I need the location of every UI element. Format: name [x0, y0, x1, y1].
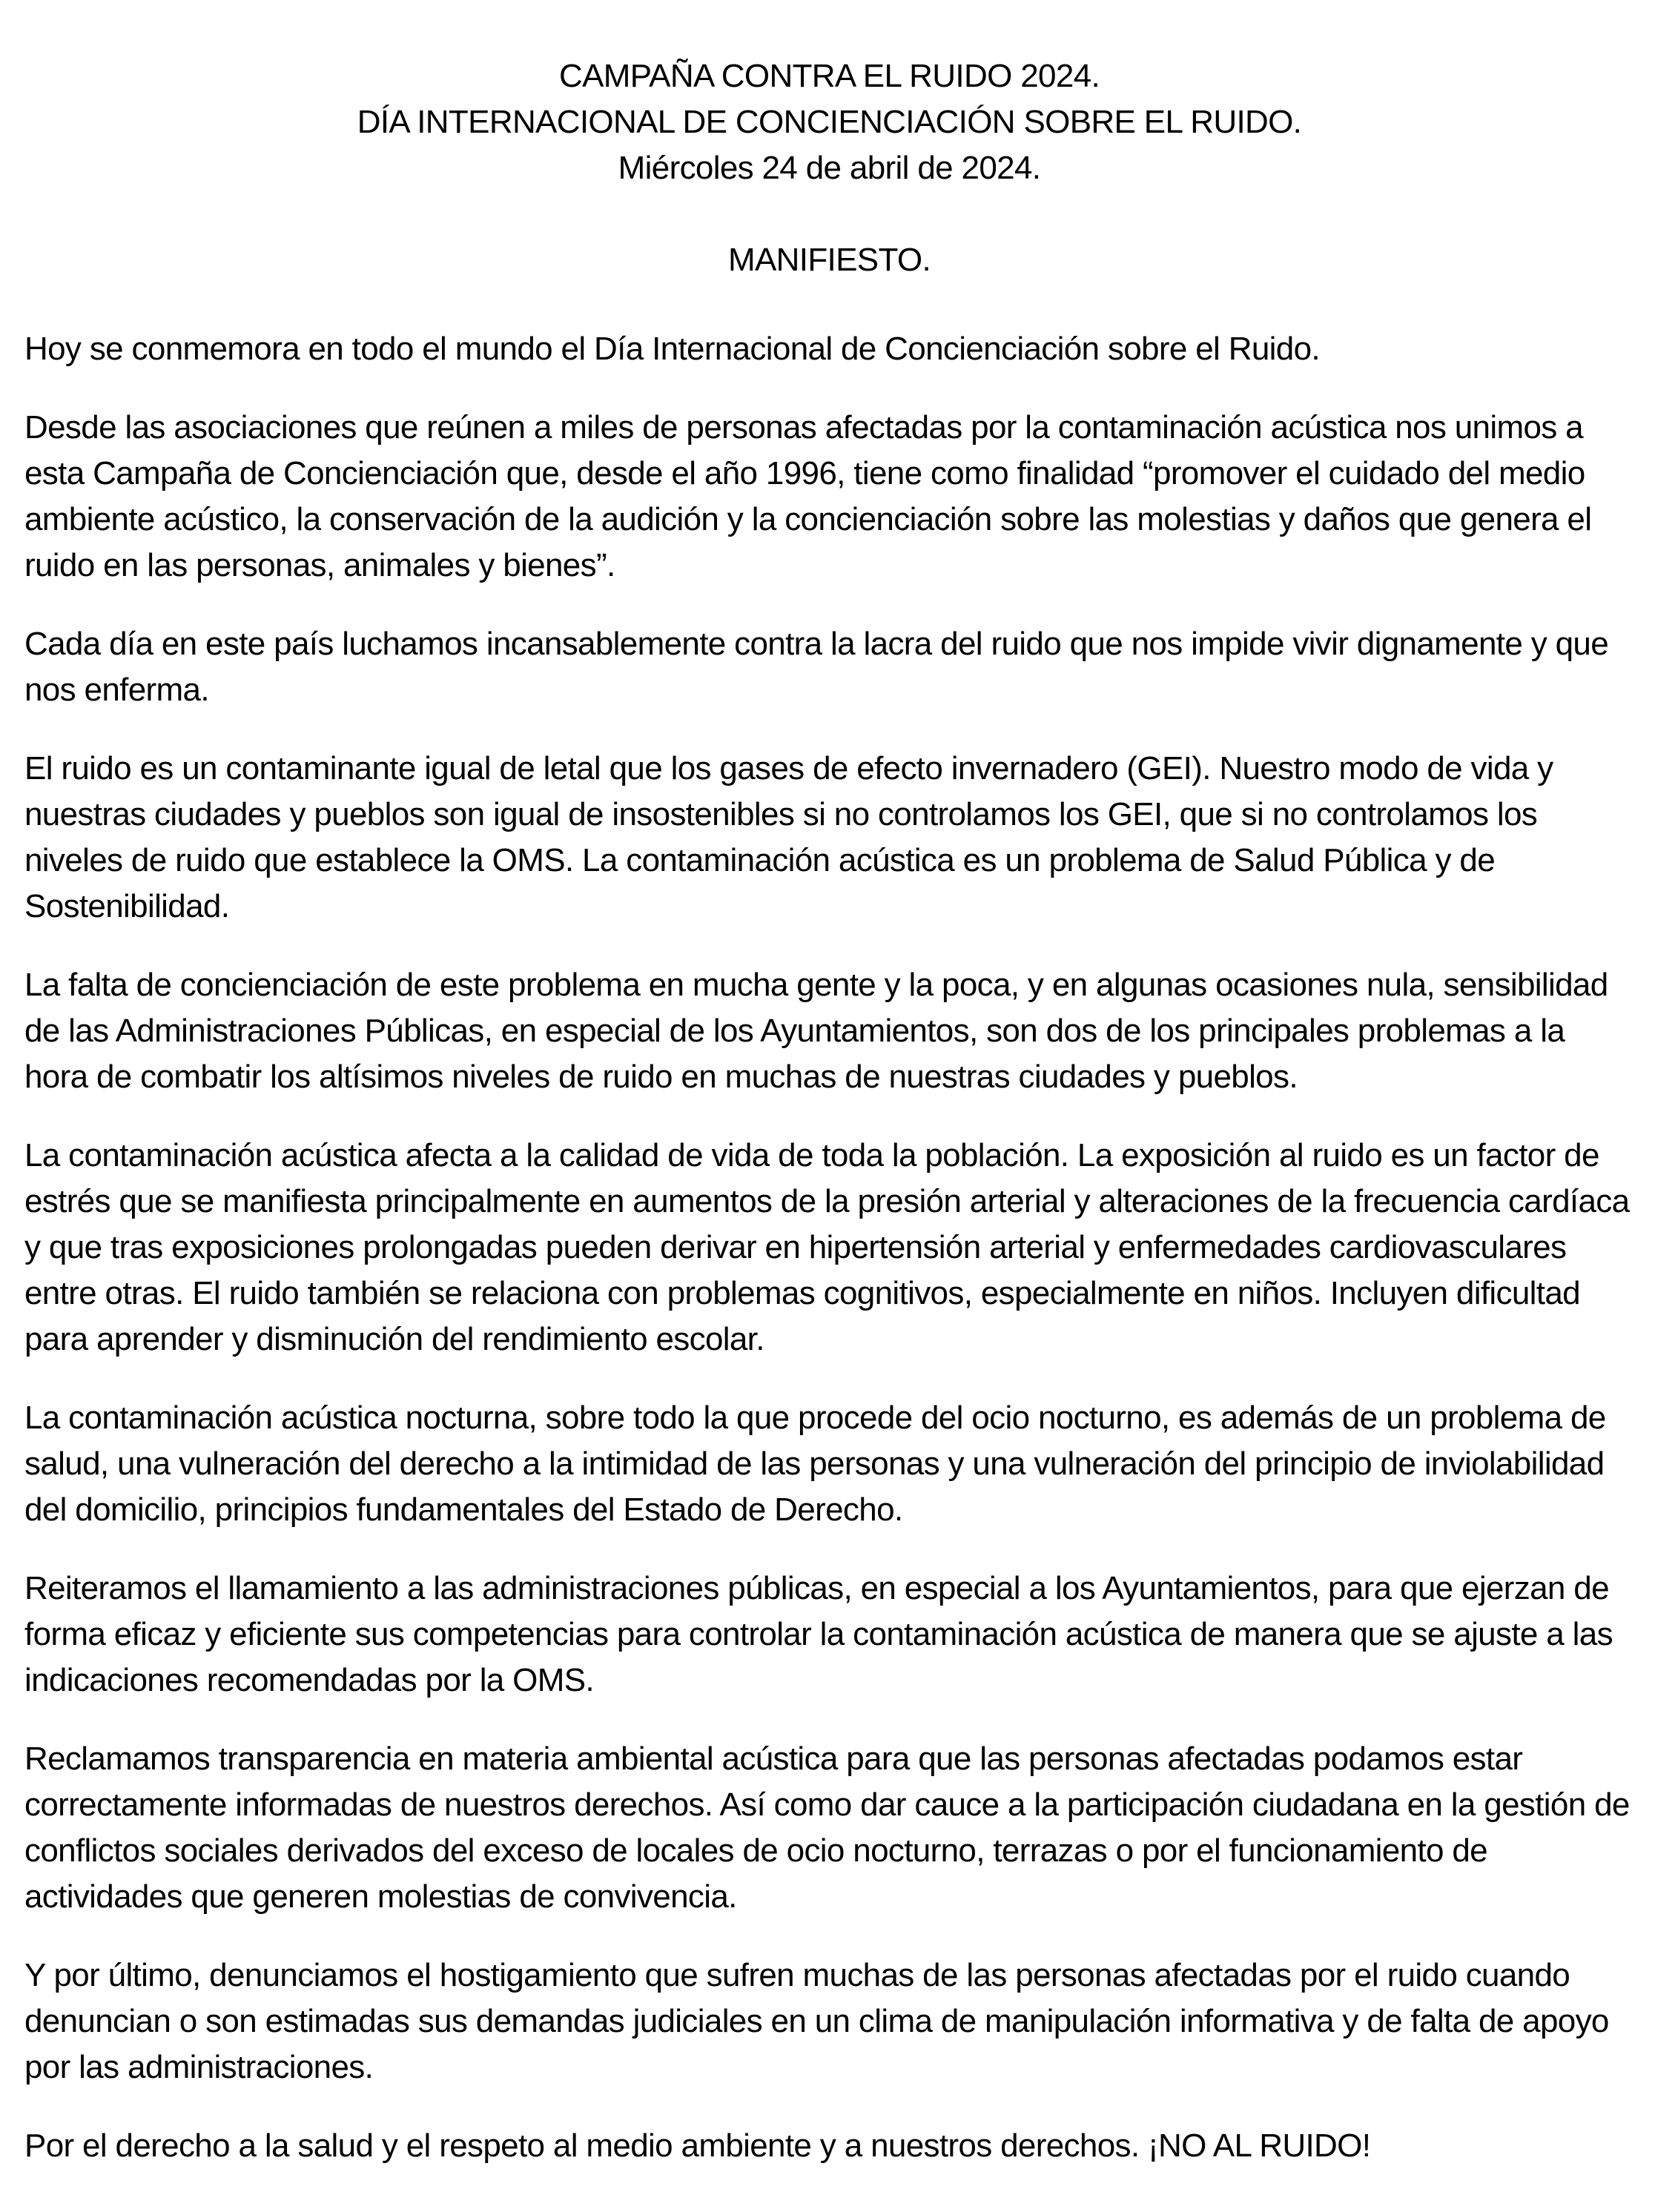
paragraph-closing-slogan: Por el derecho a la salud y el respeto al medio ambiente y a nuestros derechos. ¡NO AL RUIDO!: [24, 2127, 1371, 2164]
title-line-international-day: DÍA INTERNACIONAL DE CONCIENCIACIÓN SOBRE EL RUIDO.: [357, 104, 1302, 140]
manifesto-heading: MANIFIESTO.: [727, 242, 931, 278]
paragraph-health-effects: La contaminación acústica afecta a la calidad de vida de toda la población. La exposición al ruido es un factor de estrés que se manifiesta principalmente en aumentos de la presión arterial y alteraciones de la frecuencia cardíaca y que tras exposiciones prolongadas pueden derivar en hipertensión arterial y enfermedades cardiovasculares entre otras. El ruido también se relaciona con problemas cognitivos, especialmente en niños. Incluyen dificultad para aprender y disminución del rendimiento escolar.: [24, 1137, 1630, 1357]
document-header: [24, 53, 1634, 191]
paragraph-pollutant-gei: El ruido es un contaminante igual de letal que los gases de efecto invernadero (GEI). Nuestro modo de vida y nuestras ciudades y pueblos son igual de insostenibles si no controlamos los GEI, que si no controlamos los niveles de ruido que establece la OMS. La contaminación acústica es un problema de Salud Pública y de Sostenibilidad.: [24, 750, 1553, 924]
paragraph-transparency: Reclamamos transparencia en materia ambiental acústica para que las personas afectadas podamos estar correctamente informadas de nuestros derechos. Así como dar cauce a la participación ciudadana en la gestión de conflictos sociales derivados del exceso de locales de ocio nocturno, terrazas o por el funcionamiento de actividades que generen molestias de convivencia.: [24, 1741, 1630, 1915]
paragraph-call-to-administrations: Reiteramos el llamamiento a las administraciones públicas, en especial a los Ayuntamientos, para que ejerzan de forma eficaz y eficiente sus competencias para controlar la contaminación acústica de manera que se ajuste a las indicaciones recomendadas por la OMS.: [24, 1570, 1613, 1698]
paragraph-harassment: Y por último, denunciamos el hostigamiento que sufren muchas de las personas afectadas por el ruido cuando denuncian o son estimadas sus demandas judiciales en un clima de manipulación informativa y de falta de apoyo por las administraciones.: [24, 1957, 1609, 2085]
paragraph-night-noise: La contaminación acústica nocturna, sobre todo la que procede del ocio nocturno, es además de un problema de salud, una vulneración del derecho a la intimidad de las personas y una vulneración del principio de inviolabilidad del domicilio, principios fundamentales del Estado de Derecho.: [24, 1400, 1606, 1528]
manifesto-body: [24, 326, 1634, 2169]
title-line-campaign: CAMPAÑA CONTRA EL RUIDO 2024.: [558, 58, 1100, 94]
paragraph-daily-fight: Cada día en este país luchamos incansablemente contra la lacra del ruido que nos impide vivir dignamente y que nos enferma.: [24, 626, 1609, 708]
paragraph-associations: Desde las asociaciones que reúnen a miles de personas afectadas por la contaminación acústica nos unimos a esta Campaña de Concienciación que, desde el año 1996, tiene como finalidad “promover el cuidado del medio ambiente acústico, la conservación de la audición y la concienciación sobre las molestias y daños que genera el ruido en las personas, animales y bienes”.: [24, 409, 1592, 583]
paragraph-lack-of-awareness: La falta de concienciación de este problema en mucha gente y la poca, y en algunas ocasiones nula, sensibilidad de las Administraciones Públicas, en especial de los Ayuntamientos, son dos de los principales problemas a la hora de combatir los altísimos niveles de ruido en muchas de nuestras ciudades y pueblos.: [24, 967, 1608, 1095]
title-line-date: Miércoles 24 de abril de 2024.: [618, 150, 1041, 186]
paragraph-commemoration: Hoy se conmemora en todo el mundo el Día Internacional de Concienciación sobre el Ruido.: [24, 331, 1320, 367]
